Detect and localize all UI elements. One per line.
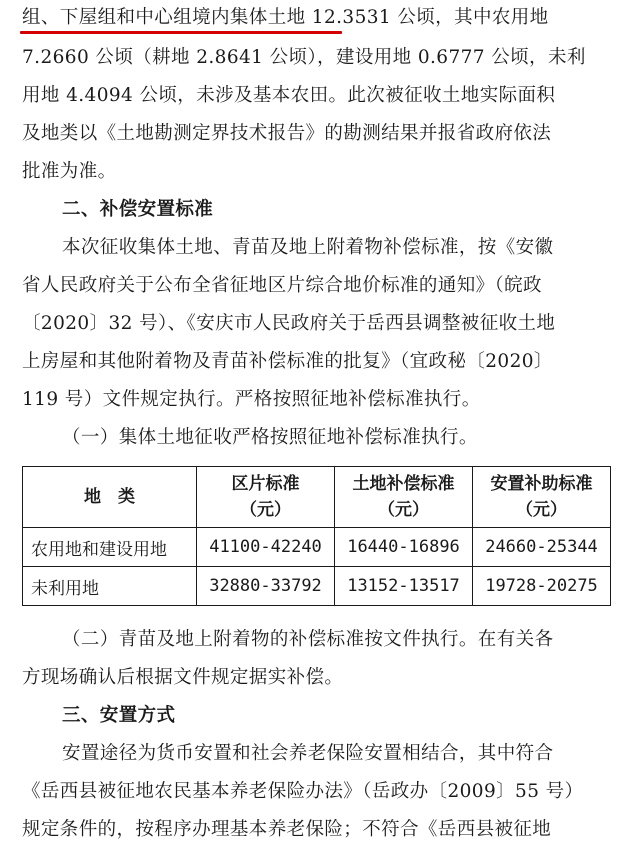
- header-label: 土地补偿标准: [352, 474, 455, 494]
- paragraph-line: 方现场确认后根据文件规定据实补偿。: [22, 667, 344, 688]
- cell-land-compensation: 16440-16896: [335, 528, 473, 567]
- compensation-standard-table: [22, 466, 611, 606]
- paragraph-line: 安置途径为货币安置和社会养老保险安置相结合，其中符合: [62, 743, 554, 764]
- header-unit: （元）: [378, 500, 429, 520]
- section-heading-resettlement: 三、安置方式: [62, 705, 176, 726]
- cell-zone-standard: 41100-42240: [197, 528, 335, 567]
- cell-resettlement-subsidy: 24660-25344: [473, 528, 611, 567]
- cell-resettlement-subsidy: 19728-20275: [473, 567, 611, 606]
- paragraph-line: 《岳西县被征地农民基本养老保险办法》（岳政办〔2009〕55 号）: [22, 781, 584, 802]
- table-row: [23, 567, 611, 606]
- header-unit: （元）: [240, 500, 291, 520]
- paragraph-line: 批准为准。: [22, 161, 117, 182]
- paragraph-line: 119 号）文件规定执行。严格按照征地补偿标准执行。: [22, 389, 481, 410]
- table-row: [23, 528, 611, 567]
- header-label: 区片标准: [231, 474, 300, 494]
- header-unit: （元）: [516, 500, 567, 520]
- paragraph-line: 7.2660 公顷（耕地 2.8641 公顷），建设用地 0.6777 公顷，未利: [22, 47, 586, 68]
- paragraph-line: 省人民政府关于公布全省征地区片综合地价标准的通知》（皖政: [22, 275, 542, 296]
- subsection-heading-1: （一）集体土地征收严格按照征地补偿标准执行。: [62, 427, 478, 448]
- subsection-heading-2: （二）青苗及地上附着物的补偿标准按文件执行。在有关各: [62, 629, 554, 650]
- cell-land-type: 未利用地: [23, 567, 197, 606]
- paragraph-line: 上房屋和其他附着物及青苗补偿标准的批复》（宜政秘〔2020〕: [22, 351, 553, 372]
- red-underline-highlight: [20, 31, 342, 34]
- header-resettlement-subsidy: [473, 467, 611, 528]
- cell-land-type: 农用地和建设用地: [23, 528, 197, 567]
- paragraph-line: 本次征收集体土地、青苗及地上附着物补偿标准，按《安徽: [62, 237, 554, 258]
- header-land-compensation: [335, 467, 473, 528]
- cell-zone-standard: 32880-33792: [197, 567, 335, 606]
- paragraph-line: 及地类以《土地勘测定界技术报告》的勘测结果并报省政府依法: [22, 123, 552, 144]
- header-land-type: 地 类: [23, 467, 197, 528]
- paragraph-line: 组、下屋组和中心组境内集体土地 12.3531 公顷，其中农用地: [22, 7, 549, 28]
- section-heading-compensation: 二、补偿安置标准: [62, 199, 214, 220]
- header-label: 安置补助标准: [490, 474, 593, 494]
- paragraph-line: 〔2020〕32 号）、《安庆市人民政府关于岳西县调整被征收土地: [22, 313, 556, 334]
- table-header-row: [23, 467, 611, 528]
- cell-land-compensation: 13152-13517: [335, 567, 473, 606]
- paragraph-line: 规定条件的，按程序办理基本养老保险；不符合《岳西县被征地: [22, 819, 552, 840]
- header-zone-standard: [197, 467, 335, 528]
- paragraph-line: 用地 4.4094 公顷，未涉及基本农田。此次被征收土地实际面积: [22, 85, 556, 106]
